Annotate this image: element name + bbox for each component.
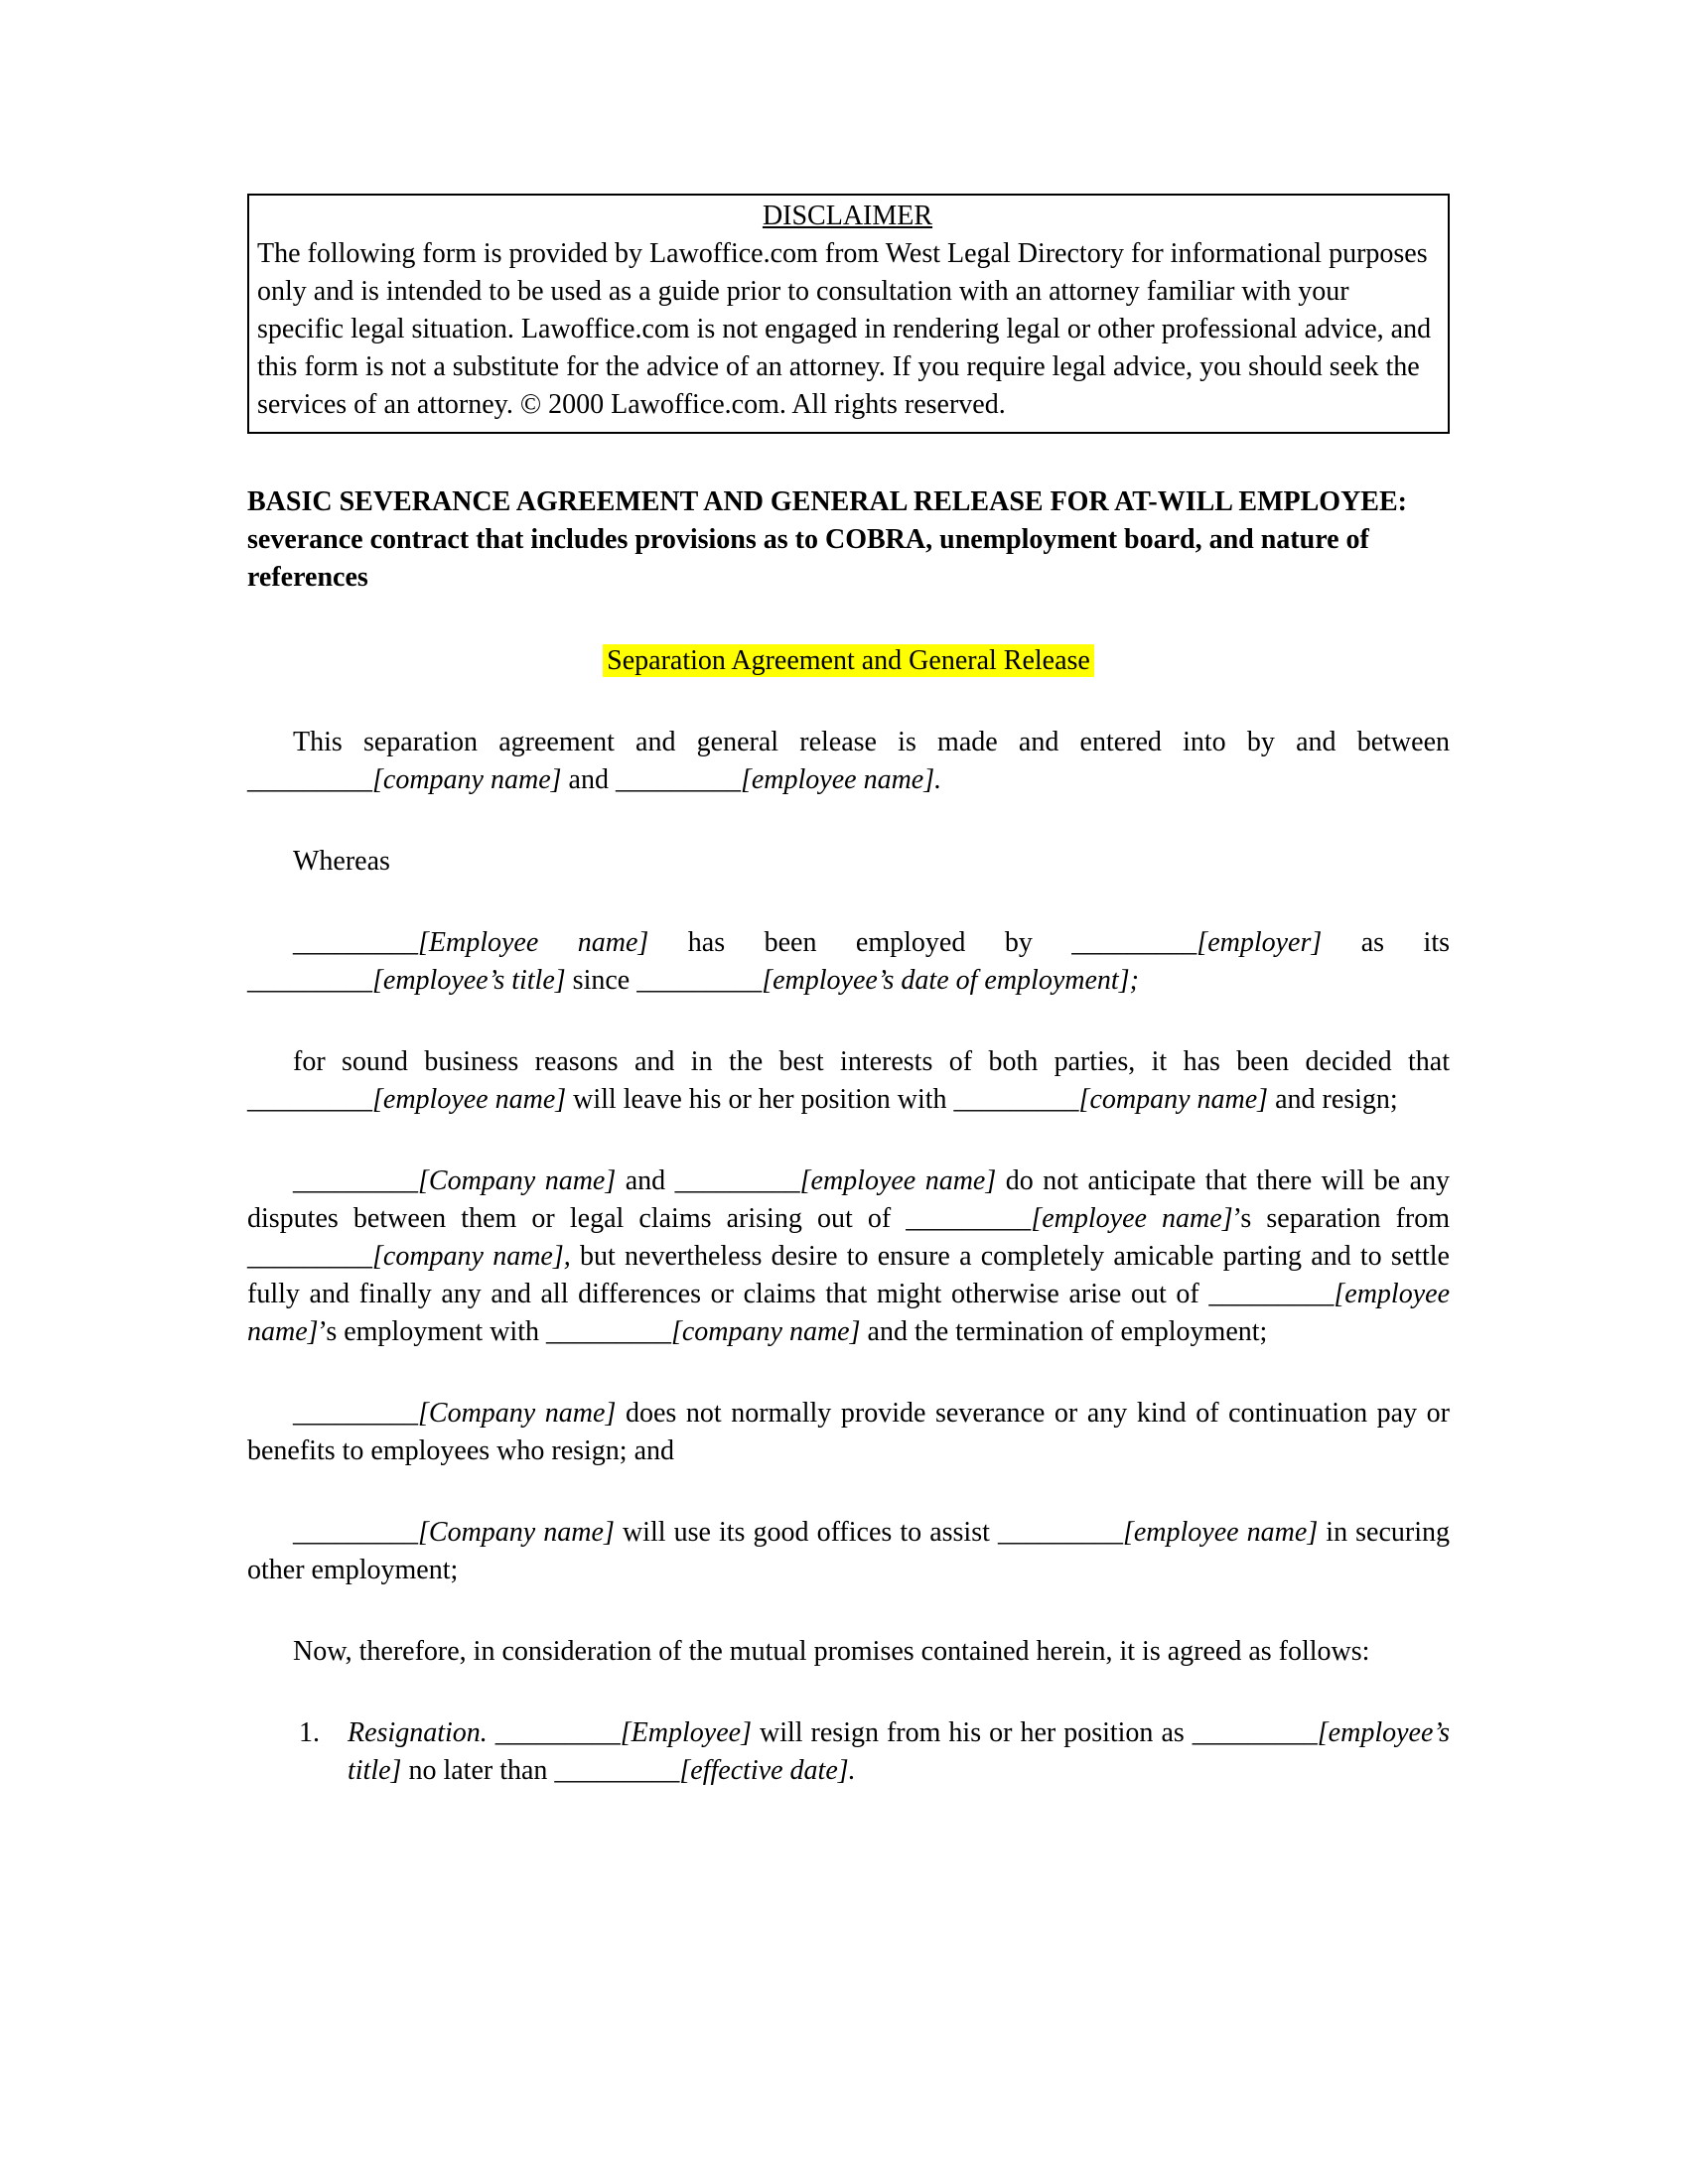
paragraph-intro: This separation agreement and general release is made and entered into by and between _________[company name] and _________[employee name].	[247, 727, 1450, 795]
document-heading: BASIC SEVERANCE AGREEMENT AND GENERAL RELEASE FOR AT-WILL EMPLOYEE: severance contract that includes provisions as to COBRA, unemployment board, and nature of references	[247, 486, 1407, 593]
doc-title-highlighted: Separation Agreement and General Release	[603, 644, 1094, 677]
list-item-number: 1.	[299, 1717, 320, 1748]
paragraph-now-therefore: Now, therefore, in consideration of the mutual promises contained herein, it is agreed as follows:	[293, 1636, 1370, 1667]
disclaimer-body: The following form is provided by Lawoffice.com from West Legal Directory for informational purposes only and is intended to be used as a guide prior to consultation with an attorney familiar with your specific legal situation. Lawoffice.com is not engaged in rendering legal or other professional advice, and this form is not a substitute for the advice of an attorney. If you require legal advice, you should seek the services of an attorney. © 2000 Lawoffice.com. All rights reserved.	[257, 238, 1432, 420]
disclaimer-box	[247, 194, 1450, 434]
paragraph-no-normal-severance: _________[Company name] does not normally provide severance or any kind of continuation pay or benefits to employees who resign; and	[247, 1398, 1451, 1466]
paragraph-employment-history: _________[Employee name] has been employed by _________[employer] as its _________[employee’s title] since _________[employee’s date of employment];	[247, 927, 1451, 996]
list-item-resignation	[299, 1714, 1450, 1790]
disclaimer-title: DISCLAIMER	[762, 201, 933, 231]
paragraph-whereas: Whereas	[293, 846, 390, 877]
paragraph-business-reasons: for sound business reasons and in the best interests of both parties, it has been decided that _________[employee name] will leave his or her position with _________[company name] and resign;	[247, 1046, 1450, 1115]
doc-title-row	[247, 642, 1450, 680]
paragraph-good-offices: _________[Company name] will use its good offices to assist _________[employee name] in securing other employment;	[247, 1517, 1451, 1585]
list-item-text: Resignation. _________[Employee] will resign from his or her position as _________[employee’s title] no later than _________[effective date].	[348, 1717, 1450, 1786]
paragraph-no-disputes: _________[Company name] and _________[employee name] do not anticipate that there will be any disputes between them or legal claims arising out of _________[employee name]’s separation from _________[company name], but nevertheless desire to ensure a completely amicable parting and to settle fully and finally any and all differences or claims that might otherwise arise out of _________[employee name]’s employment with _________[company name] and the termination of employment;	[247, 1165, 1451, 1347]
